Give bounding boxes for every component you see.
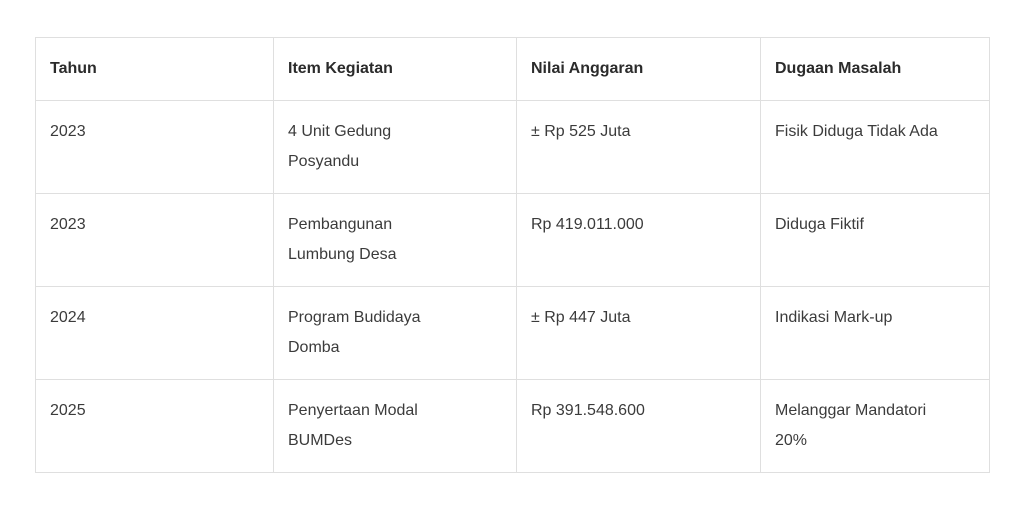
column-header-tahun: Tahun xyxy=(36,38,274,101)
table-header xyxy=(36,38,990,101)
column-header-dugaan-masalah: Dugaan Masalah xyxy=(761,38,990,101)
cell-dugaan-masalah xyxy=(761,194,990,287)
table-row xyxy=(36,287,990,380)
cell-item-kegiatan xyxy=(274,194,517,287)
cell-item-kegiatan xyxy=(274,287,517,380)
table-row xyxy=(36,101,990,194)
cell-text: Penyertaan Modal BUMDes xyxy=(288,402,418,449)
cell-text: Program Budidaya Domba xyxy=(288,309,421,356)
budget-issues-table xyxy=(35,37,990,473)
table-body xyxy=(36,101,990,473)
cell-text: Indikasi Mark-up xyxy=(775,309,893,326)
cell-tahun: 2024 xyxy=(36,287,274,380)
cell-text: Diduga Fiktif xyxy=(775,216,864,233)
cell-dugaan-masalah xyxy=(761,287,990,380)
table-row xyxy=(36,194,990,287)
cell-text: Pembangunan Lumbung Desa xyxy=(288,216,397,263)
cell-tahun: 2025 xyxy=(36,380,274,473)
cell-tahun: 2023 xyxy=(36,194,274,287)
cell-tahun: 2023 xyxy=(36,101,274,194)
cell-nilai-anggaran: Rp 391.548.600 xyxy=(517,380,761,473)
cell-text: Fisik Diduga Tidak Ada xyxy=(775,123,938,140)
cell-dugaan-masalah xyxy=(761,101,990,194)
cell-item-kegiatan xyxy=(274,380,517,473)
column-header-nilai-anggaran: Nilai Anggaran xyxy=(517,38,761,101)
cell-nilai-anggaran: Rp 419.011.000 xyxy=(517,194,761,287)
cell-nilai-anggaran: ± Rp 447 Juta xyxy=(517,287,761,380)
cell-text: 4 Unit Gedung Posyandu xyxy=(288,123,392,170)
cell-nilai-anggaran: ± Rp 525 Juta xyxy=(517,101,761,194)
cell-item-kegiatan xyxy=(274,101,517,194)
cell-text: Melanggar Mandatori 20% xyxy=(775,402,927,449)
header-row xyxy=(36,38,990,101)
cell-dugaan-masalah xyxy=(761,380,990,473)
table-row xyxy=(36,380,990,473)
column-header-item-kegiatan: Item Kegiatan xyxy=(274,38,517,101)
